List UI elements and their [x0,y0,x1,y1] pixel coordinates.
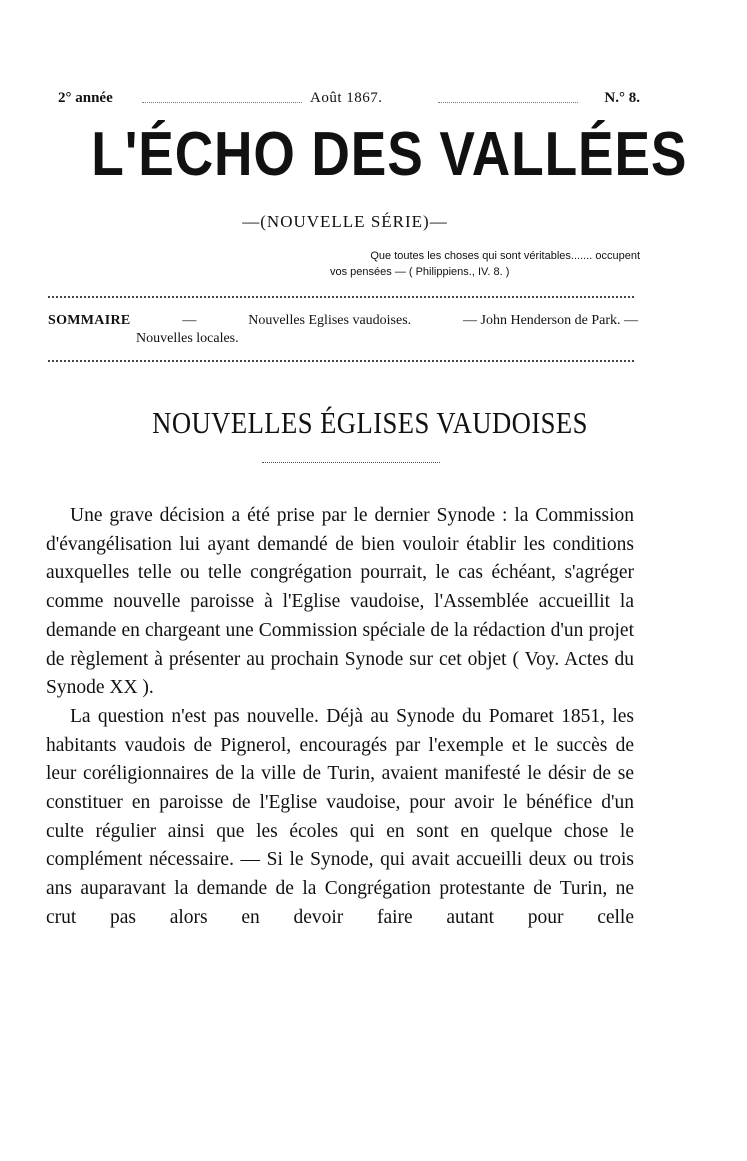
issue-meta-line [58,90,640,110]
sommaire-item: Nouvelles Eglises vaudoises. [248,313,412,328]
epigraph [290,248,640,280]
sommaire-dash: — [182,313,197,328]
epigraph-line: vos pensées — ( Philippiens., IV. 8. ) [330,266,510,278]
article-paragraph: La question n'est pas nouvelle. Déjà au Synode du Pomaret 1851, les habitants vaudois de Pignerol, encouragés par l'exemple et le succès de leur coréligionnaires de la ville de Turin, avaient manifesté le désir de se constituer en paroisse de l'Eglise vaudoise, pour avoir le bénéfice d'un culte régulier ainsi que les écoles qui en sont en quelque chose le complément nécessaire. — Si le Synode, qui avait accueilli deux ou trois ans auparavant la demande de la Congrégation protestante de Turin, ne crut pas alors en devoir faire autant pour celle [46,705,634,928]
dotted-leader [142,102,302,103]
title-ornament-rule [262,462,440,463]
article-body [46,502,634,933]
newspaper-subtitle: —(NOUVELLE SÉRIE)— [242,212,448,231]
article-paragraph: Une grave décision a été prise par le dernier Synode : la Commission d'évangélisation lui ayant demandé de bien vouloir établir les conditions auxquelles telle ou telle congrégation pourrait, le cas échéant, s'agréger comme nouvelle paroisse à l'Eglise vaudoise, l'Assemblée accueillit la demande en chargeant une Commission spéciale de la rédaction d'un projet de règlement à présenter au prochain Synode sur cet objet ( Voy. Actes du Synode XX ). [46,505,634,699]
divider [48,296,634,298]
issue-number: N.° 8. [604,90,640,106]
sommaire-label: SOMMAIRE [48,313,131,328]
issue-date: Août 1867. [310,90,383,106]
newspaper-title: L'ÉCHO DES VALLÉES [91,120,688,189]
article-title: NOUVELLES ÉGLISES VAUDOISES [152,405,588,440]
epigraph-line: Que toutes les choses qui sont véritables....... occupent [370,250,640,262]
sommaire-item: Nouvelles locales. [136,331,239,346]
divider [48,360,634,362]
table-of-contents [48,312,638,348]
dotted-leader [438,102,578,103]
sommaire-item: — John Henderson de Park. — [463,313,638,328]
issue-year: 2° année [58,90,113,106]
